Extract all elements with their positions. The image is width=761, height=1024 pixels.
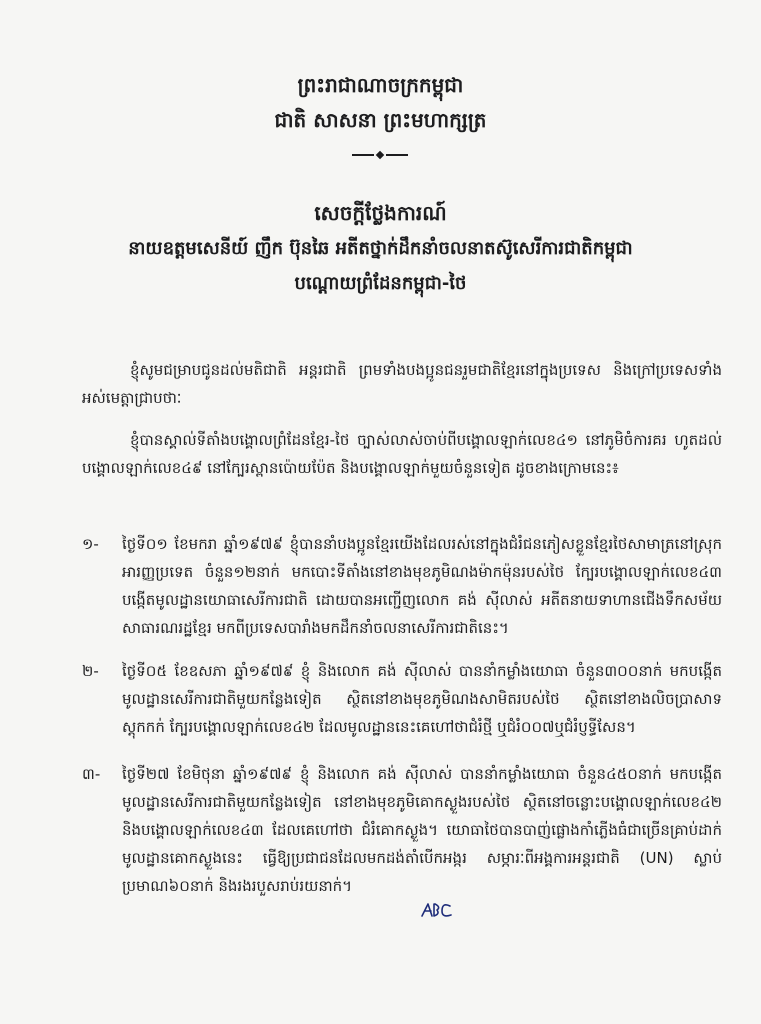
handwritten-initials-signature xyxy=(420,900,454,920)
list-item-number: ១- xyxy=(82,535,99,553)
list-item-text: ថ្ងៃទី០៥ ខែឧសភា ឆ្នាំ១៩៧៩ ខ្ញុំ និងលោក គង់ ស៊ីលាស់ បាននាំកម្លាំងយោធា ចំនួន៣០០នាក់ មកបង្កើតមូលដ្ឋានសេរីការជាតិមួយកន្លែងទៀត ស្ថិតនៅខាងមុខភូមិណងសាមិតរបស់ថៃ ស្ថិតនៅខាងលិចប្រាសាទស្តុកកក់ ក្បែរបង្គោលឡាក់លេខ៤២ ដែលមូលដ្ឋាននេះគេហៅថាជំរំថ្មី ឬជំរំ០០៧ឬជំរំប្ញទ្ធីសែន។ xyxy=(122,662,722,736)
list-item-text: ថ្ងៃទី២៧ ខែមិថុនា ឆ្នាំ១៩៧៩ ខ្ញុំ និងលោក គង់ ស៊ីលាស់ បាននាំកម្លាំងយោធា ចំនួន៤៥០នាក់ មកបង្កើតមូលដ្ឋានសេរីការជាតិមួយកន្លែងទៀត នៅខាងមុខភូមិគោកស្ងួងរបស់ថៃ ស្ថិតនៅចន្លោះបង្គោលឡាក់លេខ៤២ និងបង្គោលឡាក់លេខ៤៣ ដែលគេហៅថា ជំរំគោកស្ងួង។ យោធាថៃបានបាញ់ផ្លោងកាំភ្លើងធំជាច្រើនគ្រាប់ដាក់មូលដ្ឋានគោកស្ងួងនេះ ធ្វើឱ្យប្រជាជនដែលមកដង់តាំបើកអង្ករ សម្ភារៈពីអង្គការអន្តរជាតិ (UN) ស្លាប់ប្រមាណ៦០នាក់ និងរងរបួសរាប់រយនាក់។ xyxy=(122,765,722,895)
list-item-3 xyxy=(82,760,722,900)
kingdom-heading: ព្រះរាជាណាចក្រកម្ពុជា xyxy=(297,73,464,97)
document-subtitle-line1: នាយឧត្តមសេនីយ៍ ញឹក ប៊ុនឆៃ អតីតថ្នាក់ដឹកនាំចលនាតស៊ូសេរីការជាតិកម្ពុជា xyxy=(128,238,633,259)
intro-paragraph: ខ្ញុំសូមជម្រាបជូនដល់មតិជាតិ អន្តរជាតិ ព្រមទាំងបងប្អូនជនរួមជាតិខ្មែរនៅក្នុងប្រទេស និងក្រៅប្រទេសទាំងអស់មេត្តាជ្រាបថាៈ xyxy=(82,361,722,407)
national-motto: ជាតិ សាសនា ព្រះមហាក្សត្រ xyxy=(274,108,487,132)
border-paragraph: ខ្ញុំបានស្គាល់ទីតាំងបង្គោលព្រំដែនខ្មែរ-ថៃ ច្បាស់លាស់ចាប់ពីបង្គោលឡាក់លេខ៤១ នៅភូមិចំការគរ ហូតដល់បង្គោលឡាក់លេខ៤៩ នៅក្បែរស្ពានប៉ោយប៉ែត និងបង្គោលឡាក់មួយចំនួនទៀត ដូចខាងក្រោមនេះ៖ xyxy=(82,431,722,477)
list-item-number: ៣- xyxy=(82,765,101,783)
document-title: សេចក្ដីថ្លែងការណ៍ xyxy=(314,201,447,225)
list-item-1 xyxy=(82,530,722,642)
ornament-divider-icon xyxy=(352,152,408,158)
document-subtitle-line2: បណ្ដោយព្រំដែនកម្ពុជា-ថៃ xyxy=(294,273,467,294)
list-item-2 xyxy=(82,657,722,741)
list-item-number: ២- xyxy=(82,662,99,680)
list-item-text: ថ្ងៃទី០១ ខែមករា ឆ្នាំ១៩៧៩ ខ្ញុំបាននាំបងប្អូនខ្មែរយើងដែលរស់នៅក្នុងជំរំជនភៀសខ្លួនខ្មែរថៃសាមាត្រនៅស្រុកអារញ្ញប្រទេត ចំនួន១២នាក់ មកបោះទីតាំងនៅខាងមុខភូមិណងម៉ាកម៉ុនរបស់ថៃ ក្បែរបង្គោលឡាក់លេខ៤៣ បង្កើតមូលដ្ឋានយោធាសេរីការជាតិ ដោយបានអញ្ជើញលោក គង់ ស៊ីលាស់ អតីតនាយទាហានជើងទឹកសម័យសាធារណរដ្ឋខ្មែរ មកពីប្រទេសបារាំងមកដឹកនាំចលនាសេរីការជាតិនេះ។ xyxy=(122,535,722,637)
